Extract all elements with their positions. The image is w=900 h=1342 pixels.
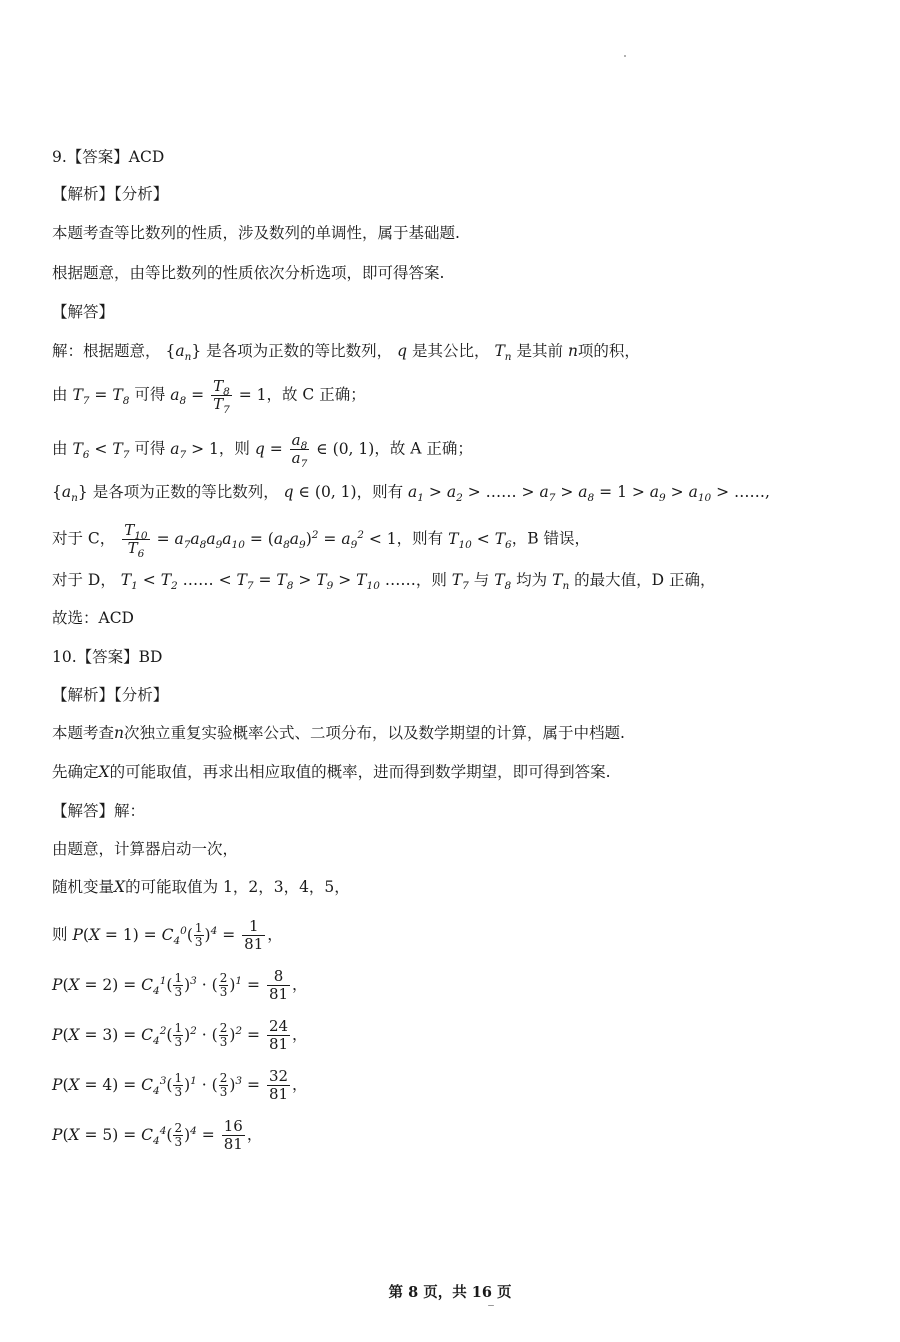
- math-p-x4: $P(X = 4) = C_4^3$( $\frac{1}{3}$ )$^1$ · ( $\frac{2}{3}$ )$^3$ = $\frac{32}{81}$: [52, 1067, 289, 1103]
- q9-solution-heading: [52, 301, 860, 323]
- q9-l3-end: ，故 A 正确；: [374, 439, 473, 458]
- q9-l6-end: 均为: [516, 571, 548, 589]
- scan-speck: [624, 55, 626, 57]
- q9-answer-text: 9.【答案】ACD: [52, 148, 165, 166]
- q10-solution-heading-text: 【解答】解：: [52, 802, 146, 820]
- q9-l5-end: ，B 错误，: [511, 529, 591, 548]
- math-a7-gt-1: $a_7 > 1$: [170, 439, 219, 461]
- q9-analysis-2-text: 根据题意，由等比数列的性质依次分析选项，即可得答案.: [52, 264, 445, 282]
- math-q-in-interval: q = $\frac{a_8}{a_7}$ ∈ (0, 1): [254, 431, 375, 470]
- q9-solution-line-6: [52, 569, 860, 591]
- prob-x5: [52, 1118, 860, 1153]
- math-t7-eq-t8: $T_7 = T_8$: [72, 385, 130, 407]
- math-t6-lt-t7: $T_6 < T_7$: [72, 439, 130, 461]
- q9-l4-b: ，则有: [356, 483, 404, 501]
- q9-l1-c: 是其前: [516, 342, 563, 360]
- math-t10-over-t6: $\frac{T_{10}}{T_6}$ = $a_7a_8a_9a_{10} = (a_8a_9)^2 = a_9^2 < 1$: [124, 521, 397, 560]
- q9-l3-prefix: 由: [52, 439, 68, 458]
- q9-conclusion-text: 故选：ACD: [52, 609, 134, 627]
- q10-solution-line-2: [52, 876, 860, 898]
- q9-analysis-2: [52, 262, 860, 284]
- q10-analysis-1-a: 本题考查: [52, 724, 115, 742]
- q9-l5-prefix: 对于 C，: [52, 529, 116, 548]
- prob-x1: [52, 918, 860, 953]
- math-q-in-01: q ∈ (0, 1): [283, 483, 357, 501]
- q10-analysis-1: [52, 722, 860, 744]
- q9-analysis-heading-text: 【解析】【分析】: [52, 185, 169, 203]
- q10-solution-line-1: [52, 838, 860, 860]
- math-t10-lt-t6: $T_{10} < T_6$: [448, 529, 512, 551]
- math-tn: $T_n$: [494, 342, 512, 364]
- comma-1: ，: [267, 925, 283, 944]
- q9-l3-then: ，则: [218, 439, 250, 458]
- q9-analysis-heading: [52, 183, 860, 205]
- q9-l6-prefix: 对于 D，: [52, 571, 116, 589]
- q9-l2-end: ，故 C 正确；: [266, 385, 366, 404]
- math-an-set: $\{a_n\}$: [165, 342, 202, 364]
- comma-3: ，: [292, 1025, 308, 1044]
- math-t7: $T_7$: [451, 571, 469, 593]
- math-a8-eq-frac: $a_8$ = $\frac{T_8}{T_7}$ = 1: [170, 377, 267, 416]
- q9-solution-heading-text: 【解答】: [52, 303, 115, 321]
- q9-l5-then: ，则有: [396, 529, 444, 548]
- math-an-set-2: $\{a_n\}$: [52, 483, 88, 505]
- prob-x4: [52, 1068, 860, 1103]
- q9-l1-prefix: 解：根据题意，: [52, 342, 161, 360]
- math-t-chain: $T_1 < T_2$ …… < $T_7 = T_8 > T_9 > T_{10}$ ……: [120, 571, 416, 593]
- q9-solution-line-3: [52, 431, 860, 470]
- math-p-x3: $P(X = 3) = C_4^2$( $\frac{1}{3}$ )$^2$ · ( $\frac{2}{3}$ )$^2$ = $\frac{24}{81}$: [52, 1017, 289, 1053]
- q9-l3-mid: 可得: [134, 439, 166, 458]
- q10-analysis-2-b: 的可能取值，再求出相应取值的概率，进而得到数学期望，即可得到答案.: [109, 763, 611, 781]
- q9-solution-line-2: [52, 377, 860, 416]
- math-monotone-chain: $a_1 > a_2$ > …… > $a_7 > a_8 = 1 > a_9 > a_{10}$ > ……,: [408, 483, 770, 505]
- q9-solution-line-5: [52, 521, 860, 560]
- q9-l4-a: 是各项为正数的等比数列，: [92, 483, 279, 501]
- q9-l6-then: ，则: [415, 571, 447, 589]
- math-x-2: X: [114, 878, 126, 896]
- q10-analysis-1-b: 次独立重复实验概率公式、二项分布，以及数学期望的计算，属于中档题.: [124, 724, 625, 742]
- math-p-x1: $P(X = 1) = C_4^0$( $\frac{1}{3}$ )$^4$ = $\frac{1}{81}$: [72, 917, 264, 953]
- q9-l6-tail: 的最大值，D 正确，: [574, 571, 716, 589]
- comma-4: ，: [292, 1075, 308, 1094]
- q9-l1-d: 项的积，: [577, 342, 640, 360]
- q10-analysis-heading-text: 【解析】【分析】: [52, 686, 169, 704]
- page-footer: 第 8 页，共 16 页: [388, 1284, 512, 1301]
- q9-l2-mid: 可得: [134, 385, 166, 404]
- math-p-x5: $P(X = 5) = C_4^4$( $\frac{2}{3}$ )$^4$ = $\frac{16}{81}$: [52, 1117, 243, 1153]
- q10-l2-b: 的可能取值为 1，2，3，4，5，: [125, 878, 350, 896]
- math-x: X: [98, 763, 110, 781]
- q9-analysis-1: [52, 222, 860, 244]
- comma-5: ，: [246, 1125, 263, 1144]
- q10-l2-a: 随机变量: [52, 878, 115, 896]
- q9-answer: [52, 146, 860, 168]
- q9-analysis-1-text: 本题考查等比数列的性质，涉及数列的单调性，属于基础题.: [52, 224, 460, 242]
- q10-analysis-2-a: 先确定: [52, 763, 99, 781]
- q9-l1-b: 是其公比，: [411, 342, 490, 360]
- scan-speck: [488, 1305, 494, 1306]
- math-tn-2: $T_n$: [552, 571, 570, 593]
- q10-answer-text: 10.【答案】BD: [52, 648, 163, 666]
- prob-x3: [52, 1018, 860, 1053]
- q9-solution-line-1: [52, 340, 860, 362]
- q9-conclusion: [52, 607, 860, 629]
- comma-2: ，: [292, 975, 308, 994]
- q10-analysis-2: [52, 761, 860, 783]
- prob-x2: [52, 968, 860, 1003]
- q10-analysis-heading: [52, 684, 860, 706]
- math-n-2: n: [114, 724, 124, 742]
- q10-l1-text: 由题意，计算器启动一次，: [52, 840, 239, 858]
- math-q: q: [397, 342, 408, 360]
- q10-answer: [52, 646, 860, 668]
- q9-l6-and: 与: [473, 571, 490, 589]
- math-t8: $T_8$: [494, 571, 512, 593]
- math-p-x2: $P(X = 2) = C_4^1$( $\frac{1}{3}$ )$^3$ · ( $\frac{2}{3}$ )$^1$ = $\frac{8}{81}$: [52, 967, 289, 1003]
- q9-l1-a: 是各项为正数的等比数列，: [206, 342, 393, 360]
- q10-l3-prefix: 则: [52, 925, 68, 944]
- q9-solution-line-4: [52, 481, 860, 503]
- q10-solution-heading: [52, 800, 860, 822]
- math-n: n: [567, 342, 578, 360]
- q9-l2-prefix: 由: [52, 385, 68, 404]
